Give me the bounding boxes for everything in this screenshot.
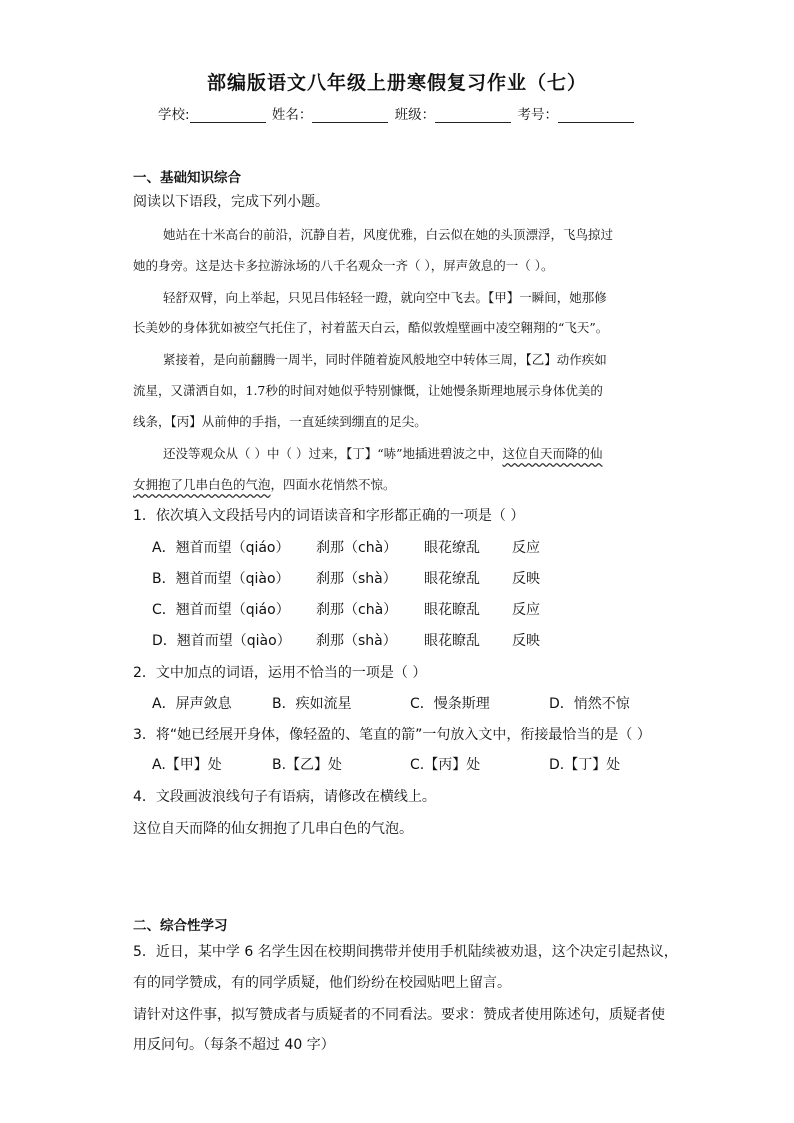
q1-option-a-pinyin: 刹那（chà） <box>316 540 398 556</box>
section1-instruction: 阅读以下语段，完成下列小题。 <box>133 194 329 210</box>
school-blank[interactable] <box>190 108 266 123</box>
q2-option-a[interactable]: A．屏声敛息 <box>152 696 232 712</box>
q3-option-b[interactable]: B.【乙】处 <box>272 757 343 773</box>
school-label: 学校: <box>158 107 190 123</box>
q2-option-b[interactable]: B．疾如流星 <box>272 696 352 712</box>
q2-option-d[interactable]: D．悄然不惊 <box>549 696 630 712</box>
q1-option-d-word[interactable]: D．翘首而望（qiào） <box>152 633 291 649</box>
q1-option-d-word3: 反映 <box>512 633 540 649</box>
passage-text: 还没等观众从（ ）中（ ）过来，【丁】“哧”地插进碧波之中， <box>163 446 503 461</box>
q4-sentence: 这位自天而降的仙女拥抱了几串白色的气泡。 <box>133 821 413 837</box>
passage-line: 线条，【丙】从前伸的手指，一直延续到绷直的足尖。 <box>133 414 427 429</box>
name-blank[interactable] <box>312 108 388 123</box>
q1-option-d-pinyin: 刹那（shà） <box>316 633 397 649</box>
q1-stem: 1．依次填入文段括号内的词语读音和字形都正确的一项是（ ） <box>133 508 525 524</box>
q1-option-c-pinyin: 刹那（chà） <box>316 602 398 618</box>
q1-option-b-word3: 反映 <box>512 571 540 587</box>
q5-line: 用反问句。（每条不超过 40 字） <box>133 1037 335 1053</box>
passage-line: 她的身旁。这是达卡多拉游泳场的八千名观众一齐（ ），屏声敛息的一（ ）。 <box>133 258 554 273</box>
passage-line: 流星，又潇洒自如，1.7秒的时间对她似乎特别慷慨，让她慢条斯理地展示身体优美的 <box>133 383 603 398</box>
q5-line: 有的同学赞成，有的同学质疑，他们纷纷在校园贴吧上留言。 <box>133 975 511 991</box>
q1-option-b-word2: 眼花缭乱 <box>424 571 480 587</box>
page-title: 部编版语文八年级上册寒假复习作业（七） <box>206 72 587 94</box>
student-info-line <box>0 103 794 123</box>
q1-option-c-word2: 眼花瞭乱 <box>424 602 480 618</box>
passage-line: 长美妙的身体犹如被空气托住了，衬着蓝天白云，酷似敦煌壁画中凌空翱翔的“飞天”。 <box>133 320 609 335</box>
q5-line: 请针对这件事，拟写赞成者与质疑者的不同看法。要求：赞成者使用陈述句，质疑者使 <box>133 1007 665 1023</box>
wavy-underlined-sentence: 女拥抱了几串白色的气泡 <box>133 477 271 492</box>
q1-option-a-word3: 反应 <box>512 540 540 556</box>
q2-option-c[interactable]: C．慢条斯理 <box>410 696 490 712</box>
q1-option-b-word[interactable]: B．翘首而望（qiào） <box>152 571 290 587</box>
passage-line: 紧接着，是向前翻腾一周半，同时伴随着旋风般地空中转体三周，【乙】动作疾如 <box>163 352 607 367</box>
section2-heading: 二、综合性学习 <box>133 918 228 934</box>
q2-stem: 2．文中加点的词语，运用不恰当的一项是（ ） <box>133 665 427 681</box>
q5-line: 5．近日，某中学 6 名学生因在校期间携带并使用手机陆续被劝退，这个决定引起热议， <box>133 944 678 960</box>
passage-line: 轻舒双臂，向上举起，只见吕伟轻轻一蹬，就向空中飞去。【甲】一瞬间，她那修 <box>163 290 607 305</box>
q3-stem: 3．将“她已经展开身体，像轻盈的、笔直的箭”一句放入文中，衔接最恰当的是（ ） <box>133 727 651 743</box>
q3-option-c[interactable]: C.【丙】处 <box>410 757 481 773</box>
q4-stem: 4．文段画波浪线句子有语病，请修改在横线上。 <box>133 789 436 805</box>
name-label: 姓名： <box>271 107 313 123</box>
q1-option-a-word[interactable]: A．翘首而望（qiáo） <box>152 540 290 556</box>
q1-option-d-word2: 眼花瞭乱 <box>424 633 480 649</box>
q1-option-c-word[interactable]: C．翘首而望（qiáo） <box>152 602 290 618</box>
class-label: 班级： <box>394 107 436 123</box>
passage-line: 她站在十米高台的前沿，沉静自若，风度优雅，白云似在她的头顶漂浮，飞鸟掠过 <box>163 227 614 242</box>
number-blank[interactable] <box>558 108 634 123</box>
passage-text: ，四面水花悄然不惊。 <box>270 477 396 492</box>
passage-line <box>133 475 396 493</box>
q1-option-c-word3: 反应 <box>512 602 540 618</box>
q3-option-d[interactable]: D.【丁】处 <box>549 757 621 773</box>
class-blank[interactable] <box>435 108 511 123</box>
q1-option-a-word2: 眼花缭乱 <box>424 540 480 556</box>
section1-heading: 一、基础知识综合 <box>133 170 241 186</box>
number-label: 考号： <box>517 107 558 123</box>
q3-option-a[interactable]: A.【甲】处 <box>152 757 222 773</box>
wavy-underlined-sentence: 这位自天而降的仙 <box>502 446 603 461</box>
q1-option-b-pinyin: 刹那（shà） <box>316 571 397 587</box>
passage-line <box>163 444 603 462</box>
